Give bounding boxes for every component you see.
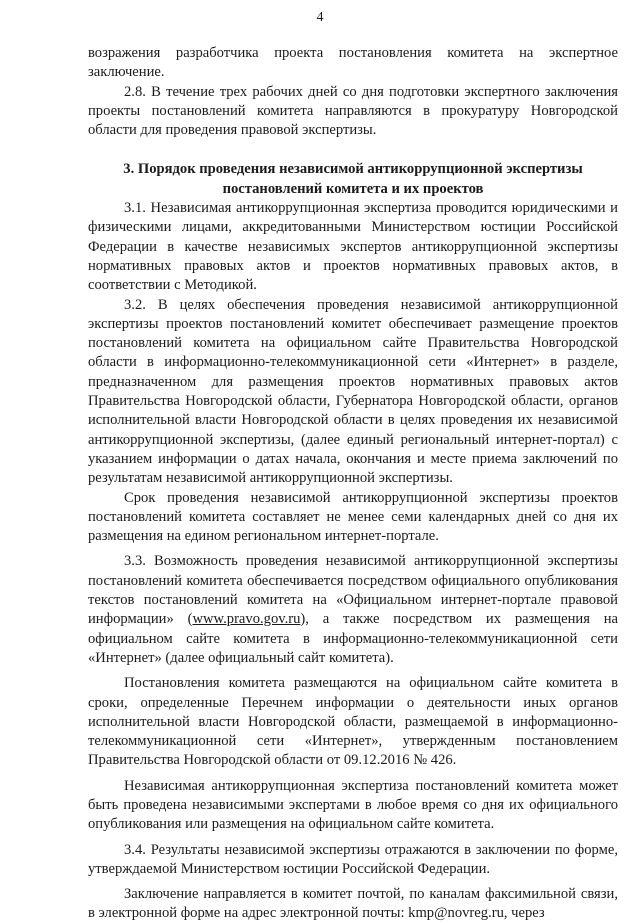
paragraph-submission: Заключение направляется в комитет почтой, по каналам факсимильной связи, в электронной форме на адрес электронной почты: kmp@novreg.ru, через — [88, 886, 618, 922]
document-body — [88, 44, 618, 924]
paragraph-3-2: 3.2. В целях обеспечения проведения независимой антикоррупционной экспертизы проектов постановлений комитет обеспечивает размещение проектов постановлений комитета на официальном сайте Правительства Новгородской области в информационно-телекоммуникационной сети «Интернет» в разделе, предназначенном для размещения проектов нормативных правовых актов Правительства Новгородской области, Губернатора Новгородской области, органов исполнительной власти Новгородской области в целях проведения их независимой антикоррупционной экспертизы, (далее единый региональный интернет-портал) с указанием информации о датах начала, окончания и месте приема заключений по результатам независимой антикоррупционной экспертизы. — [88, 296, 618, 487]
paragraph-2-8: 2.8. В течение трех рабочих дней со дня подготовки экспертного заключения проекты постановлений комитета направляются в прокуратуру Новгородской области для проведения правовой экспертизы. — [88, 83, 618, 139]
paragraph-placement: Постановления комитета размещаются на официальном сайте комитета в сроки, определенные Перечнем информации о деятельности иных органов исполнительной власти Новгородской области, размещаемой в информационно-телекоммуникационной сети «Интернет», утвержденным постановлением Правительства Новгородской области от 09.12.2016 № 426. — [88, 675, 618, 769]
paragraph-3-3-text-a: 3.3. Возможность проведения независимой антикоррупционной экспертизы постановлений комитета обеспечивается посредством официального опубликования текстов постановлений комитета на «Официальном интернет-портале правовой информации» ( — [88, 553, 618, 628]
paragraph-3-4: 3.4. Результаты независимой экспертизы отражаются в заключении по форме, утверждаемой Министерством юстиции Российской Федерации. — [88, 841, 618, 877]
pravo-gov-link[interactable]: www.pravo.gov.ru — [192, 611, 301, 628]
page-number: 4 — [316, 10, 324, 25]
paragraph-continuation: возражения разработчика проекта постановления комитета на экспертное заключение. — [88, 45, 618, 81]
section-heading: 3. Порядок проведения независимой антикоррупционной экспертизы постановлений комитета и их проектов — [123, 161, 583, 197]
paragraph-3-3 — [88, 552, 618, 668]
paragraph-3-3-text-b: ), а также посредством их размещения на официальном сайте комитета в информационно-телекоммуникационной сети «Интернет» (далее официальный сайт комитета). — [88, 611, 618, 666]
paragraph-3-1: 3.1. Независимая антикоррупционная экспертиза проводится юридическими и физическими лицами, аккредитованными Министерством юстиции Российской Федерации в качестве независимых экспертов антикоррупционной экспертизы нормативных правовых актов и проектов нормативных правовых актов, в соответствии с Методикой. — [88, 200, 618, 294]
paragraph-independent-expertise: Независимая антикоррупционная экспертиза постановлений комитета может быть проведена независимыми экспертами в любое время со дня их официального опубликования или размещения на официальном сайте комитета. — [88, 777, 618, 833]
paragraph-term: Срок проведения независимой антикоррупционной экспертизы проектов постановлений комитета составляет не менее семи календарных дней со дня их размещения на едином региональном интернет-портале. — [88, 489, 618, 545]
